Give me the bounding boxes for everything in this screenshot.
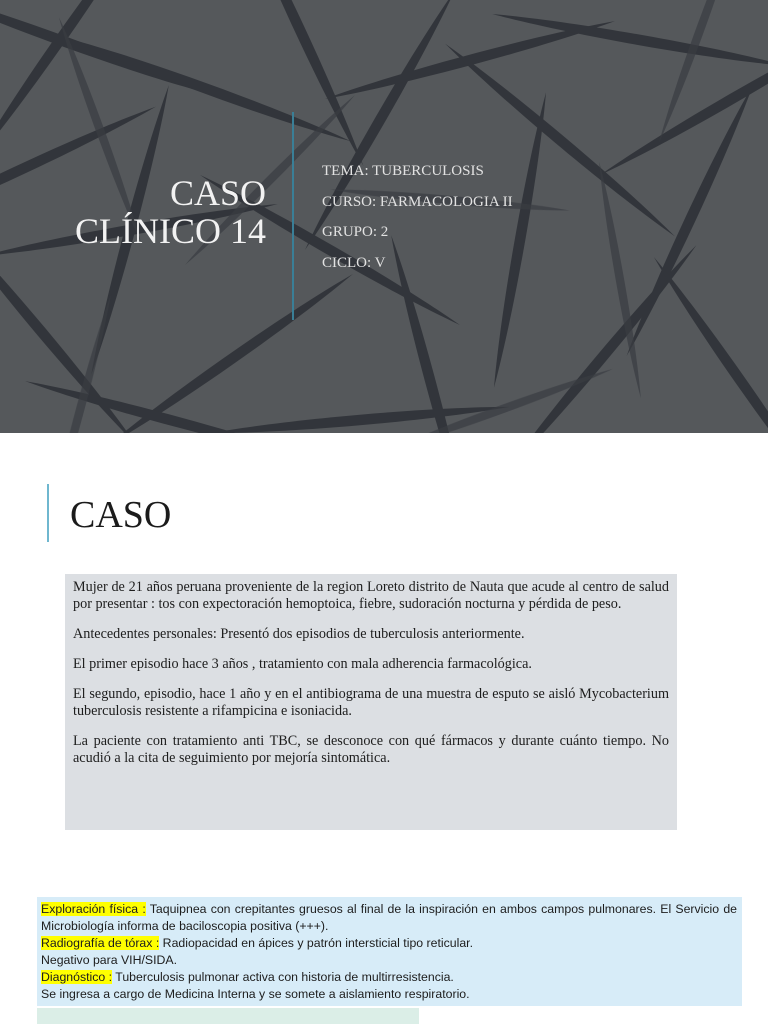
diagnostico-text: Tuberculosis pulmonar activa con historia de multirresistencia. [112, 970, 454, 984]
diagnostico-line [41, 969, 737, 986]
exploracion-label: Exploración física : [41, 902, 146, 916]
caso-paragraph: Antecedentes personales: Presentó dos episodios de tuberculosis anteriormente. [73, 626, 525, 642]
cover-title-line1: CASO [169, 173, 266, 213]
caso-accent-bar [47, 484, 49, 542]
radiografia-text: Radiopacidad en ápices y patrón intersticial tipo reticular. [159, 936, 474, 950]
caso-paragraph: Mujer de 21 años peruana proveniente de la region Loreto distrito de Nauta que acude al centro de salud por presentar : tos con expectoración hemoptoica, fiebre, sudoración nocturna y pérdida de peso. [73, 579, 669, 612]
meta-grupo: GRUPO: 2 [322, 224, 389, 240]
meta-curso: CURSO: FARMACOLOGIA II [322, 193, 513, 210]
exploracion-line [41, 901, 737, 935]
vih-line: Negativo para VIH/SIDA. [41, 953, 178, 967]
cover-title-line2: CLÍNICO 14 [75, 211, 266, 251]
cover-title [75, 174, 266, 250]
caso-heading: CASO [70, 494, 172, 536]
examen-box [37, 897, 742, 1006]
diagnostico-label: Diagnóstico : [41, 970, 113, 984]
cover-divider [292, 112, 294, 320]
caso-paragraph: La paciente con tratamiento anti TBC, se desconoce con qué fármacos y durante cuánto tiempo. No acudió a la cita de seguimiento por mejoría sintomática. [73, 733, 669, 766]
meta-tema: TEMA: TUBERCULOSIS [322, 163, 484, 179]
caso-text-box [65, 574, 677, 830]
cover-slide [0, 0, 768, 433]
caso-paragraph: El primer episodio hace 3 años , tratamiento con mala adherencia farmacológica. [73, 656, 532, 672]
meta-ciclo: CICLO: V [322, 254, 386, 271]
exploracion-text: Taquipnea con crepitantes gruesos al final de la inspiración en ambos campos pulmonares. El Servicio de Microbiología informa de baciloscopia positiva (+++). [41, 902, 737, 933]
radiografia-label: Radiografía de tórax : [41, 936, 160, 950]
cover-meta [322, 160, 513, 282]
radiografia-line [41, 935, 737, 952]
caso-paragraph: El segundo, episodio, hace 1 año y en el antibiograma de una muestra de esputo se aisló Mycobacterium tuberculosis resistente a rifampicina e isoniacida. [73, 686, 669, 719]
ingreso-line: Se ingresa a cargo de Medicina Interna y se somete a aislamiento respiratorio. [41, 987, 470, 1001]
bottom-strip [37, 1008, 419, 1024]
